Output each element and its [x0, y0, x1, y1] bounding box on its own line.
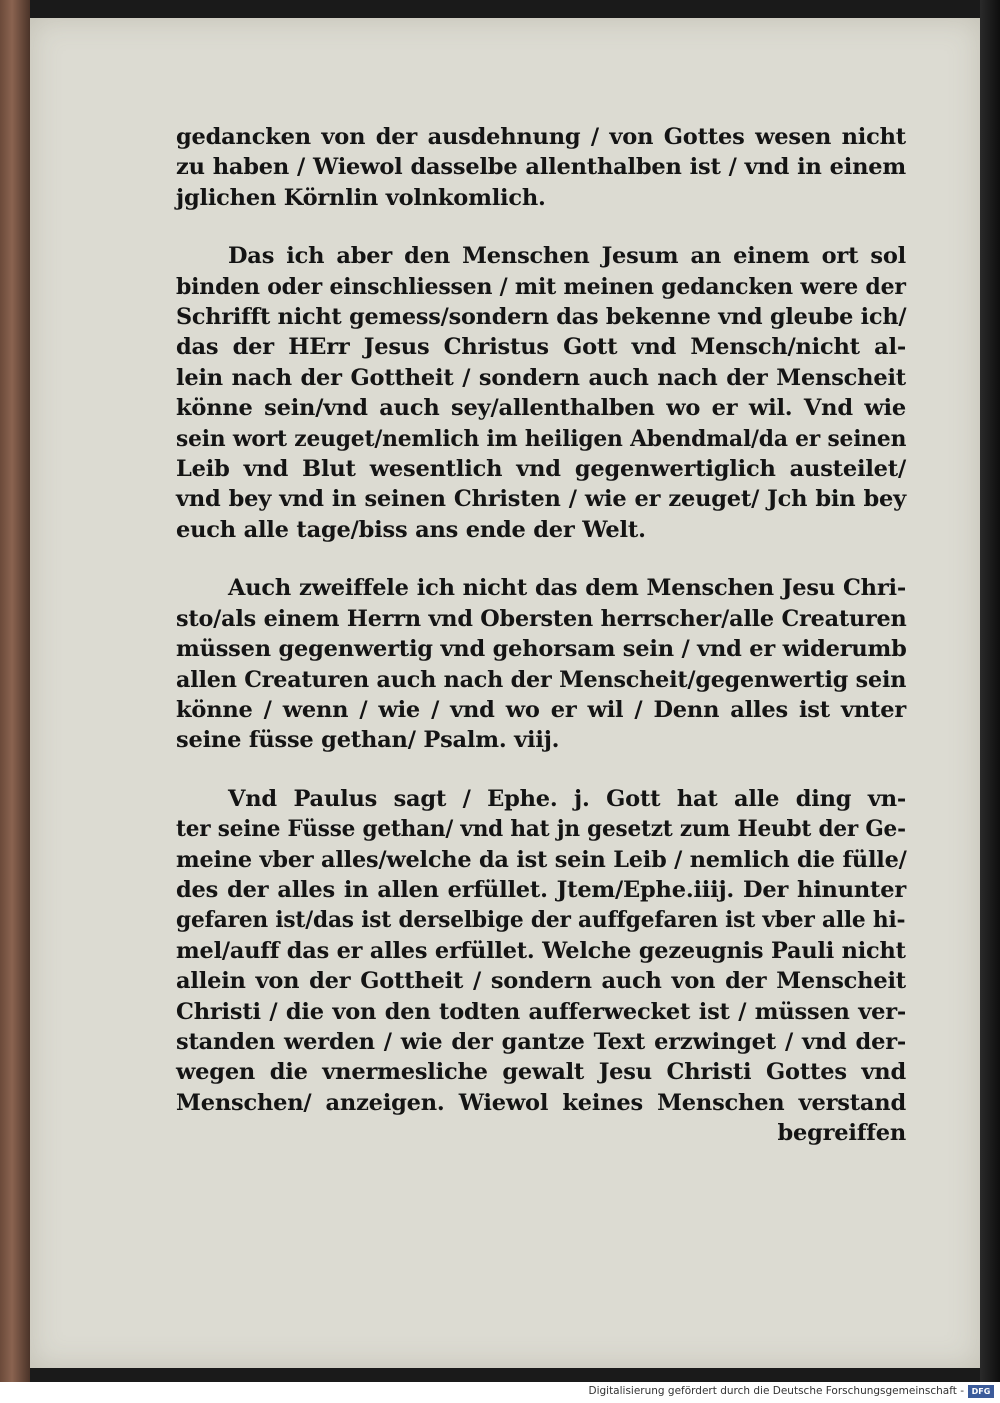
dfg-logo-icon: DFG	[968, 1385, 994, 1398]
text-line: euch alle tage/biss ans ende der Welt.	[176, 516, 646, 543]
text-line: meine vber alles/welche da ist sein Leib / nemlich die fülle/	[176, 846, 907, 873]
text-line: könne / wenn / wie / vnd wo er wil / Denn alles ist vnter	[176, 696, 906, 723]
text-line: ter seine Füsse gethan/ vnd hat jn gesetzt zum Heubt der Ge-	[176, 816, 906, 843]
paragraph-4	[176, 784, 906, 1149]
text-line: sein wort zeuget/nemlich im heiligen Abendmal/da er seinen	[176, 425, 907, 452]
text-line: seine füsse gethan/ Psalm. viij.	[176, 727, 560, 754]
text-line: Auch zweiffele ich nicht das dem Menschen Jesu Chri-	[228, 575, 906, 602]
page-text	[176, 122, 906, 1177]
text-line: Das ich aber den Menschen Jesum an einem ort sol	[228, 243, 906, 270]
text-line: vnd bey vnd in seinen Christen / wie er zeuget/ Jch bin bey	[176, 486, 906, 513]
text-line: wegen die vnermesliche gewalt Jesu Christi Gottes vnd	[176, 1059, 906, 1086]
text-line: standen werden / wie der gantze Text erzwinget / vnd der-	[176, 1028, 906, 1055]
text-line: jglichen Körnlin volnkomlich.	[176, 184, 546, 211]
text-line: Vnd Paulus sagt / Ephe. j. Gott hat alle ding vn-	[228, 785, 906, 812]
text-line: binden oder einschliessen / mit meinen gedancken were der	[176, 273, 906, 300]
paragraph-1	[176, 122, 906, 213]
text-line: des der alles in allen erfüllet. Jtem/Ephe.iiij. Der hinunter	[176, 876, 906, 903]
text-line: gedancken von der ausdehnung / von Gottes wesen nicht	[176, 124, 906, 150]
paragraph-3	[176, 573, 906, 755]
book-spine-edge	[0, 0, 30, 1382]
text-line: gefaren ist/das ist derselbige der auffgefaren ist vber alle hi-	[176, 907, 906, 934]
footer-bar	[0, 1382, 1000, 1403]
text-line: allein von der Gottheit / sondern auch von der Menscheit	[176, 968, 906, 995]
text-line: müssen gegenwertig vnd gehorsam sein / vnd er widerumb	[176, 636, 907, 663]
catchword: begreiffen	[777, 1120, 906, 1147]
text-line: sto/als einem Herrn vnd Obersten herrscher/alle Creaturen	[176, 605, 907, 632]
text-line: lein nach der Gottheit / sondern auch nach der Menscheit	[176, 364, 906, 391]
text-line: Schrifft nicht gemess/sondern das bekenne vnd gleube ich/	[176, 304, 907, 331]
text-line: könne sein/vnd auch sey/allenthalben wo er wil. Vnd wie	[176, 395, 906, 422]
page-right-shadow	[980, 0, 1000, 1382]
text-line: mel/auff das er alles erfüllet. Welche gezeugnis Pauli nicht	[176, 937, 906, 964]
text-line: allen Creaturen auch nach der Menscheit/gegenwertig sein	[176, 666, 907, 693]
paragraph-2	[176, 241, 906, 545]
text-line: Leib vnd Blut wesentlich vnd gegenwertiglich austeilet/	[176, 456, 906, 483]
text-line: Menschen/ anzeigen. Wiewol keines Menschen verstand	[176, 1089, 906, 1116]
text-line: das der HErr Jesus Christus Gott vnd Mensch/nicht al-	[176, 334, 906, 361]
text-line: Christi / die von den todten aufferwecket ist / müssen ver-	[176, 998, 906, 1025]
text-line: zu haben / Wiewol dasselbe allenthalben ist / vnd in einem	[176, 154, 906, 181]
footer-credit: Digitalisierung gefördert durch die Deutsche Forschungsgemeinschaft -	[588, 1385, 964, 1397]
